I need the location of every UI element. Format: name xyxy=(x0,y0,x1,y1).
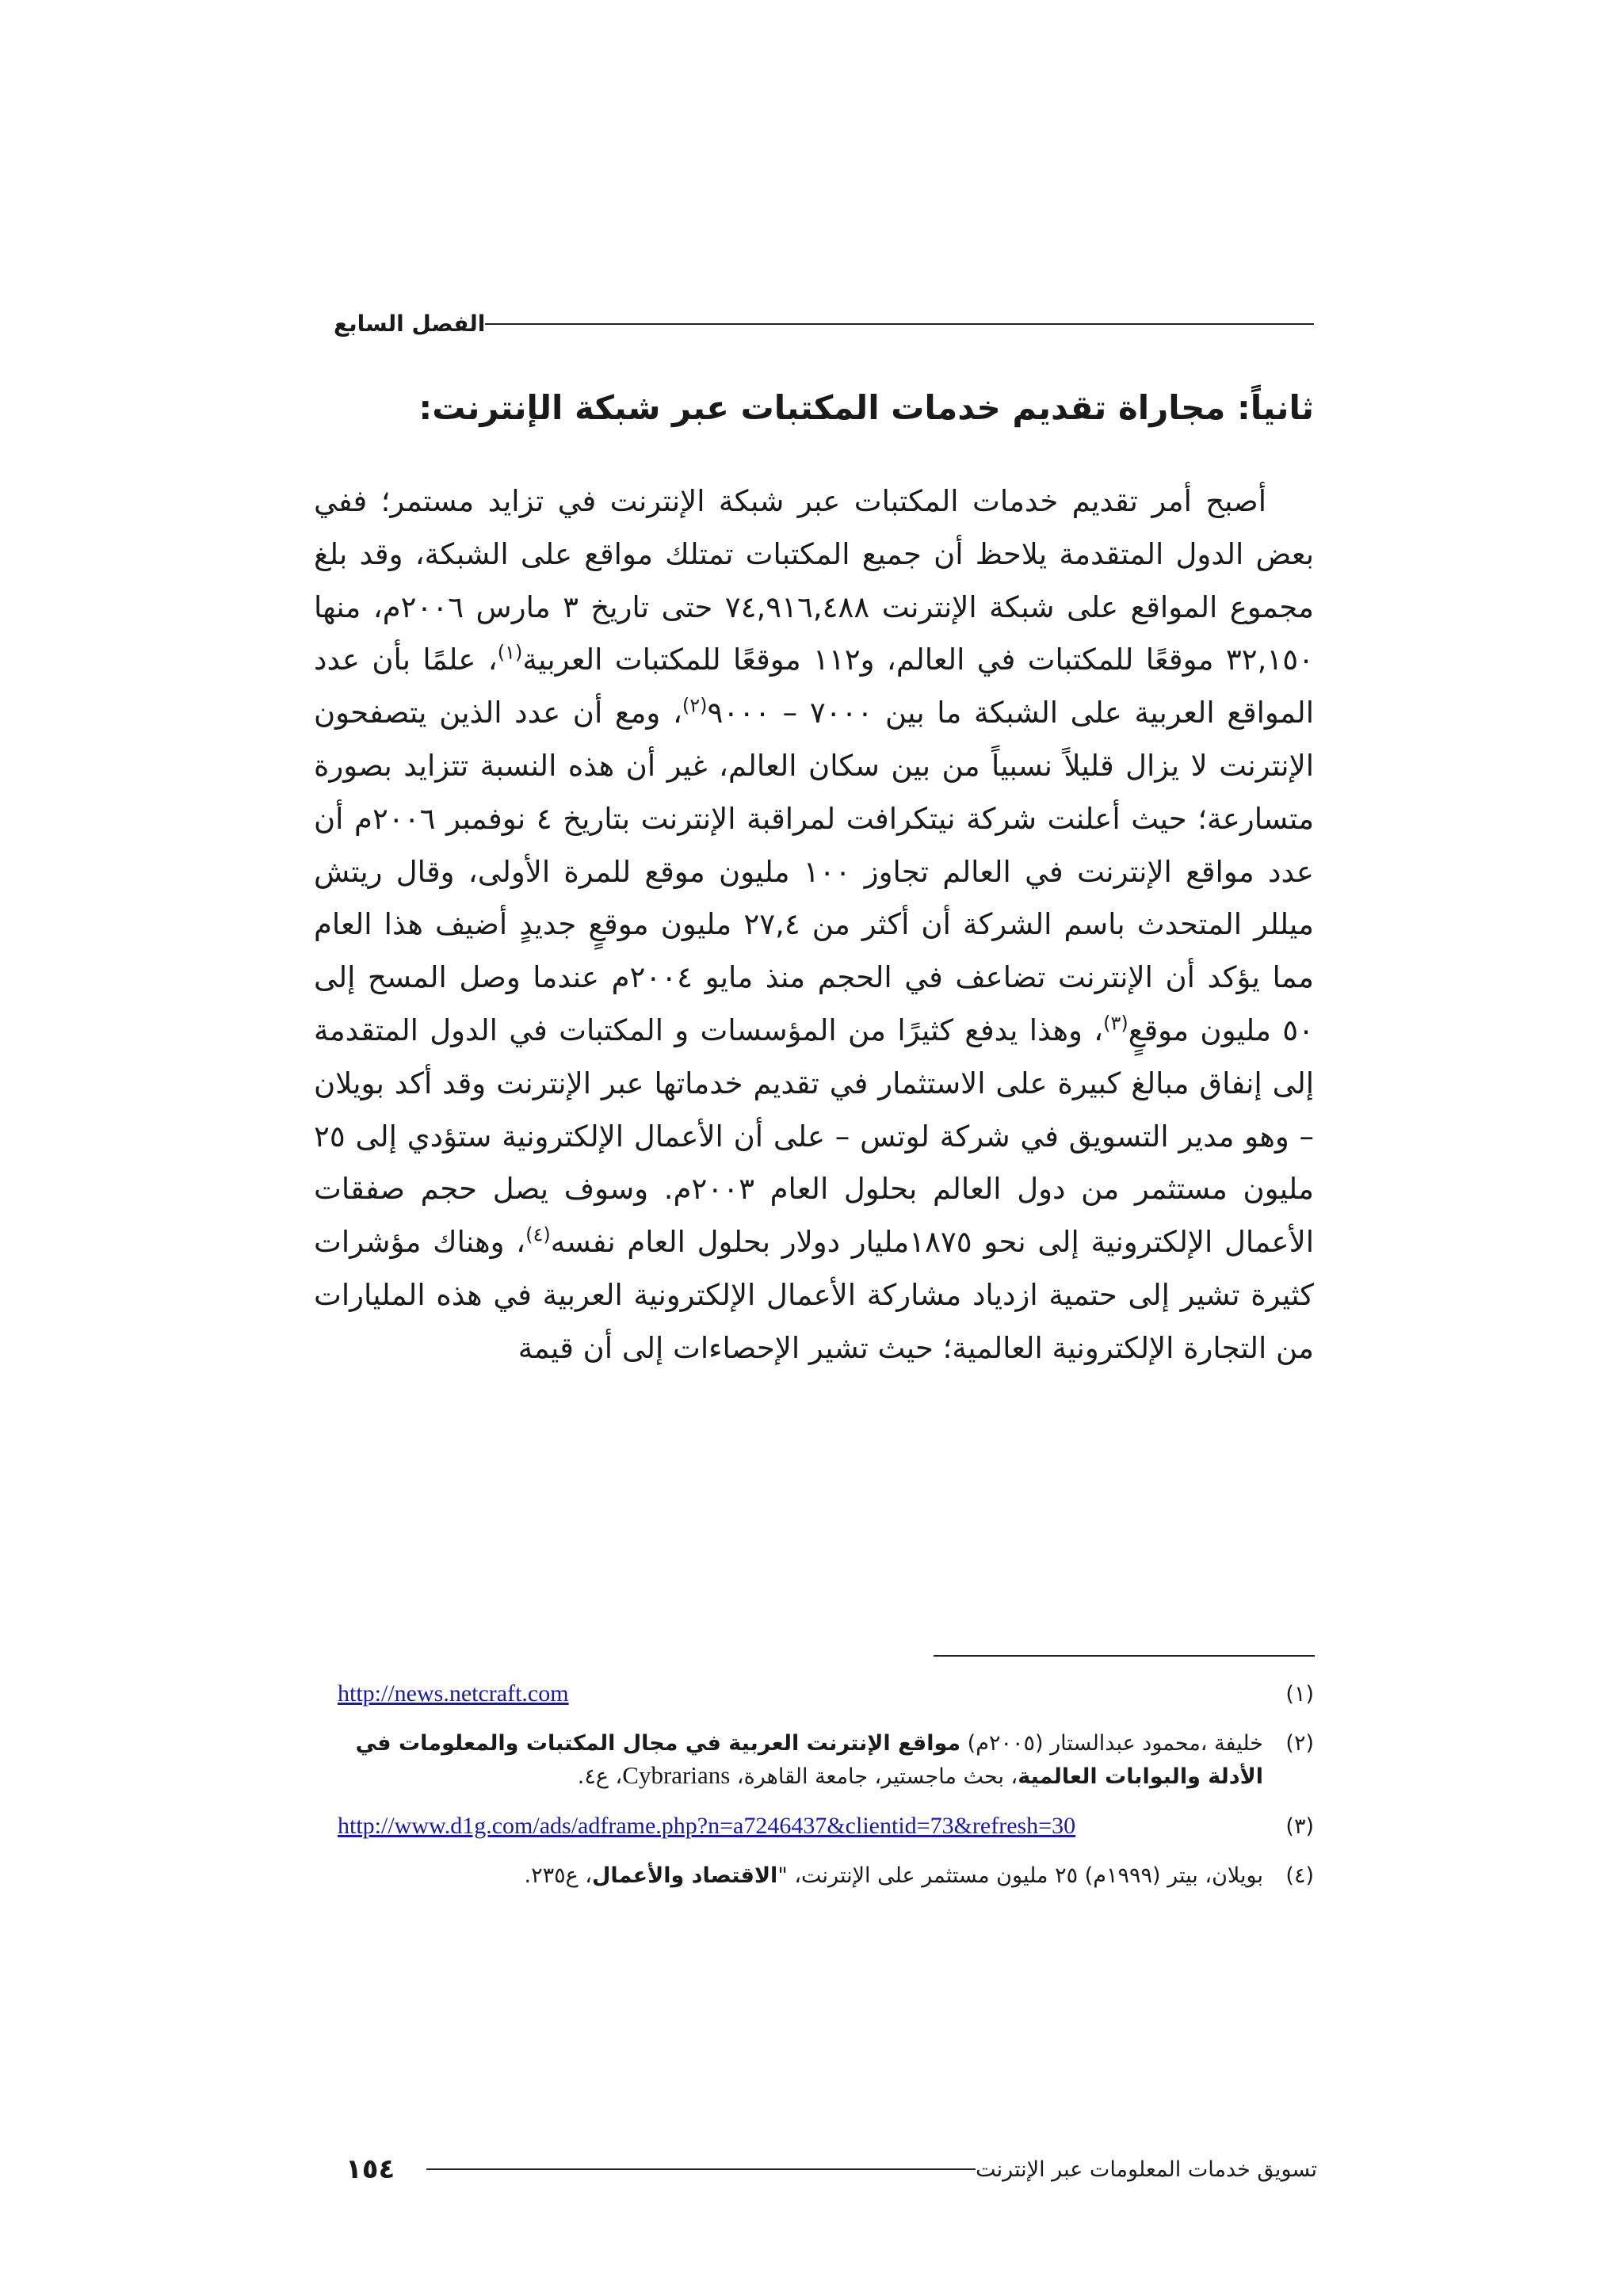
footnote-4 xyxy=(314,1860,1314,1892)
footnote-link[interactable]: http://www.d1g.com/ads/adframe.php?n=a7246437&clientid=73&refresh=30 xyxy=(338,1813,1076,1839)
footnote-ref-3[interactable]: (٣) xyxy=(1103,1012,1128,1035)
footnote-number: (١) xyxy=(1285,1682,1314,1707)
footnote-number: (٣) xyxy=(1285,1814,1314,1839)
running-header xyxy=(313,311,1314,337)
citation-pages: ، ع٤. xyxy=(577,1764,623,1789)
footnote-ref-4[interactable]: (٤) xyxy=(525,1223,551,1246)
body-text-segment: ، علمًا بأن عدد المواقع العربية على الشبكة ما بين ٧٠٠٠ – ٩٠٠٠ xyxy=(314,643,1314,730)
footnote-1 xyxy=(314,1678,1314,1711)
citation-title: مواقع الإنترنت العربية في مجال المكتبات والمعلومات في الأدلة والبوابات العالمية xyxy=(355,1731,1263,1789)
footnote-2 xyxy=(314,1728,1314,1793)
page-number: ١٥٤ xyxy=(346,2153,395,2185)
footnote-separator xyxy=(934,1655,1315,1657)
citation-author: خليفة ،محمود عبدالستار (٢٠٠٥م) xyxy=(960,1731,1263,1756)
running-footer xyxy=(317,2153,1317,2185)
footnote-link[interactable]: http://news.netcraft.com xyxy=(338,1680,569,1707)
footnotes xyxy=(314,1678,1314,1909)
header-rule xyxy=(485,323,1314,325)
footnote-number: (٢) xyxy=(1285,1731,1314,1756)
footnote-3 xyxy=(314,1810,1314,1843)
body-text-segment: أصبح أمر تقديم خدمات المكتبات عبر شبكة الإنترنت في تزايد مستمر؛ ففي بعض الدول المتقدمة يلاحظ أن جميع المكتبات تمتلك مواقع على الشبكة، وقد بلغ مجموع المواقع على شبكة الإنترنت ٧٤,٩١٦,٤٨٨ حتى تاريخ ٣ مارس ٢٠٠٦م، منها ٣٢,١٥٠ موقعًا للمكتبات في العالم، و١١٢ موقعًا للمكتبات العربية xyxy=(314,484,1314,677)
body-paragraph xyxy=(314,475,1314,1375)
citation-journal: Cybrarians xyxy=(622,1761,731,1789)
footnote-ref-2[interactable]: (٢) xyxy=(682,694,708,717)
body-text-segment: ، ومع أن عدد الذين يتصفحون الإنترنت لا يزال قليلاً نسبياً من بين سكان العالم، غير أن هذه النسبة تتزايد بصورة متسارعة؛ حيث أعلنت شركة نيتكرافت لمراقبة الإنترنت بتاريخ ٤ نوفمبر ٢٠٠٦م أن عدد مواقع الإنترنت في العالم تجاوز ١٠٠ مليون موقع للمرة الأولى، وقال ريتش ميللر المتحدث باسم الشركة أن أكثر من ٢٧,٤ مليون موقعٍ جديدٍ أضيف هذا العام مما يؤكد أن الإنترنت تضاعف في الحجم منذ مايو ٢٠٠٤م عندما وصل المسح إلى ٥٠ مليون موقعٍ xyxy=(314,696,1315,1047)
citation-author: بويلان، بيتر (١٩٩٩م) ٢٥ مليون مستثمر على الإنترنت، " xyxy=(777,1863,1263,1888)
section-heading: ثانياً: مجاراة تقديم خدمات المكتبات عبر شبكة الإنترنت: xyxy=(418,388,1314,427)
book-title: تسويق خدمات المعلومات عبر الإنترنت xyxy=(976,2157,1317,2182)
footnote-text xyxy=(314,1860,1263,1892)
body-text-segment: ، وهذا يدفع كثيرًا من المؤسسات و المكتبات في الدول المتقدمة إلى إنفاق مبالغ كبيرة على الاستثمار في تقديم خدماتها عبر الإنترنت وقد أكد بويلان – وهو مدير التسويق في شركة لوتس – على أن الأعمال الإلكترونية ستؤدي إلى ٢٥ مليون مستثمر من دول العالم بحلول العام ٢٠٠٣م. وسوف يصل حجم صفقات الأعمال الإلكترونية إلى نحو ١٨٧٥مليار دولار بحلول العام نفسه xyxy=(314,1013,1314,1260)
citation-pages: ، ع٢٣٥. xyxy=(524,1863,592,1888)
footnote-number: (٤) xyxy=(1285,1863,1314,1888)
footnote-ref-1[interactable]: (١) xyxy=(497,642,523,665)
chapter-label: الفصل السابع xyxy=(334,311,486,337)
body-text-segment: ، وهناك مؤشرات كثيرة تشير إلى حتمية ازدياد مشاركة الأعمال الإلكترونية العربية في هذه المليارات من التجارة الإلكترونية العالمية؛ حيث تشير الإحصاءات إلى أن قيمة xyxy=(314,1225,1314,1365)
footer-rule xyxy=(426,2168,976,2170)
citation-title: الاقتصاد والأعمال xyxy=(592,1863,778,1888)
citation-details: ، بحث ماجستير، جامعة القاهرة، xyxy=(730,1764,1018,1789)
footnote-text xyxy=(314,1728,1263,1793)
